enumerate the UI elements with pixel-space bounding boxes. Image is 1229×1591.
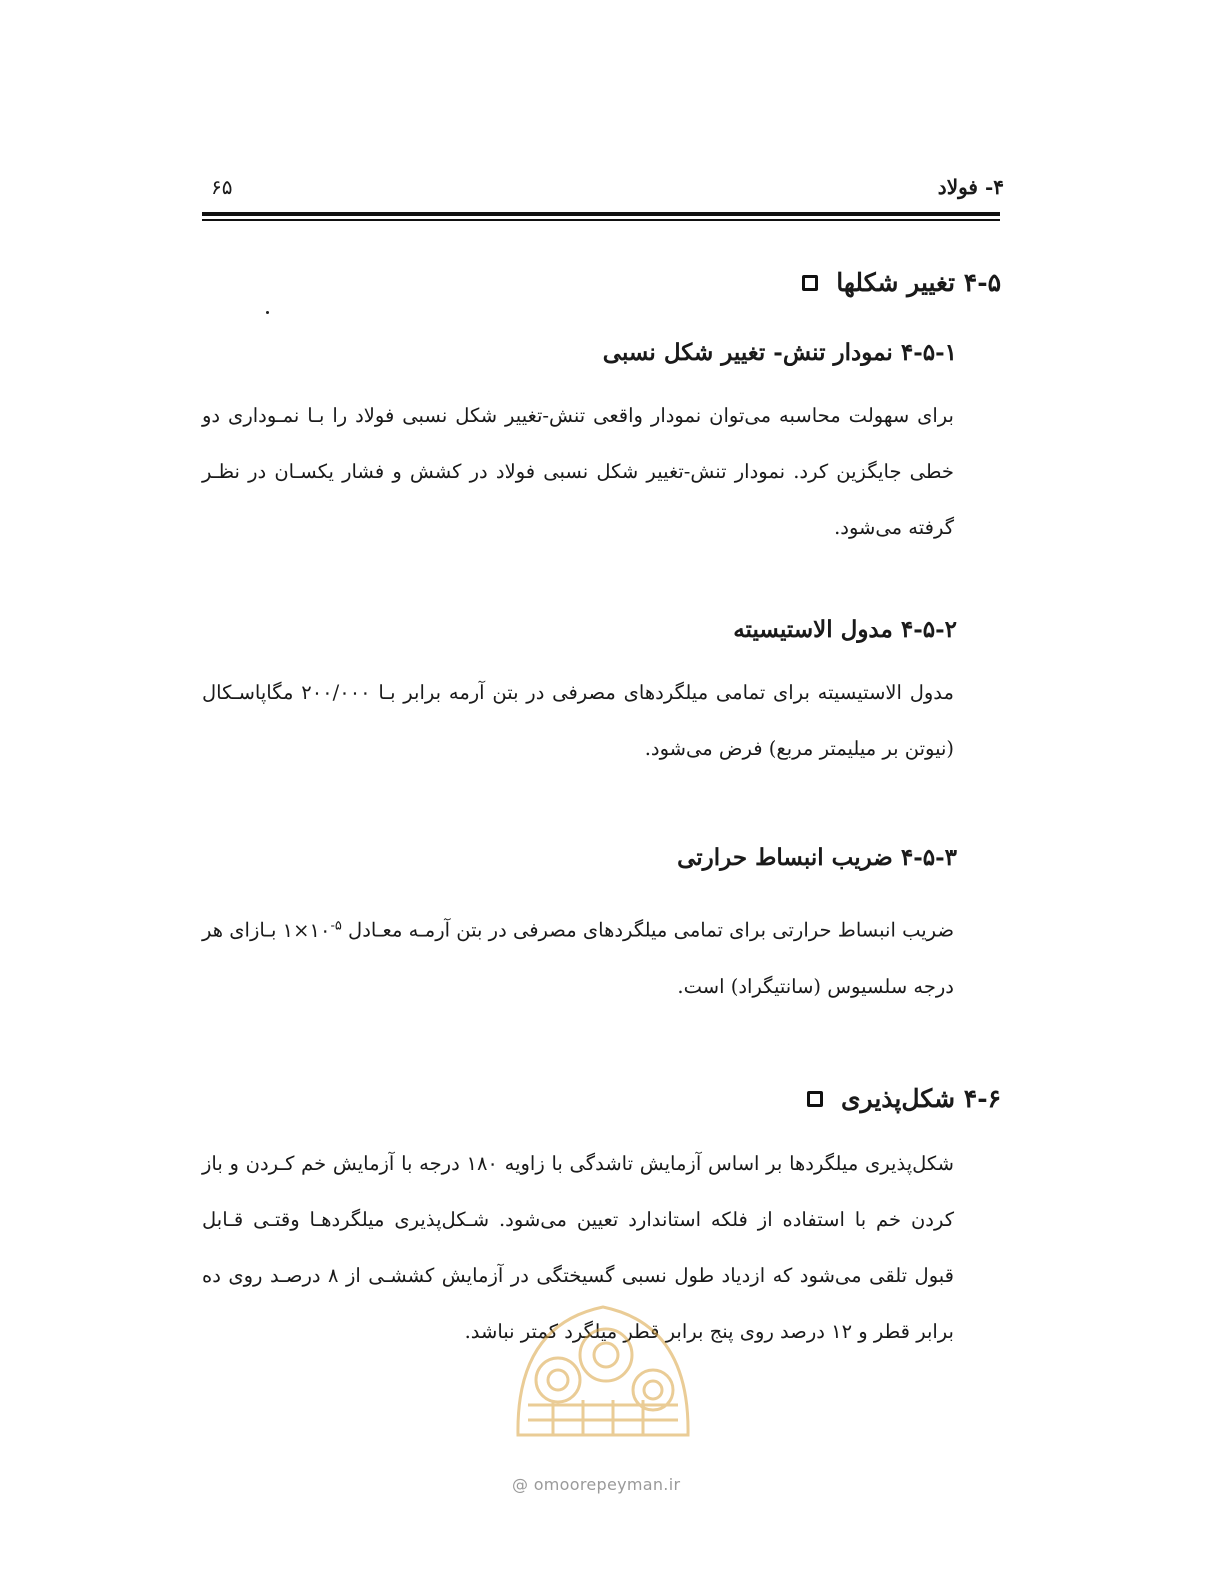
- header-rule-thick: [202, 212, 1000, 216]
- section-title: ۴-۵ تغییر شکلها: [836, 268, 1001, 297]
- subsection-heading-4-5-2: ۴-۵-۲ مدول الاستیسیته: [733, 616, 957, 643]
- watermark-logo-icon: [498, 1285, 708, 1455]
- running-header-chapter: ۴- فولاد: [937, 175, 1004, 199]
- page-number: ۶۵: [211, 175, 233, 199]
- paragraph-text: برای سهولت محاسبه می‌توان نمودار واقعی تنش-تغییر شکل نسبی فولاد را بـا نمـوداری دو خطی جایگزین کرد. نمودار تنش-تغییر شکل نسبی فولاد در کشش و فشار یکسـان در نظـر گرفته می‌شود.: [202, 404, 954, 539]
- text-before: ضریب انبساط حرارتی برای تمامی میلگردهای مصرفی در بتن آرمـه معـادل: [341, 918, 954, 942]
- section-heading-4-6: [807, 1084, 1001, 1113]
- coefficient-expression: [283, 919, 342, 942]
- section-title: ۴-۶ شکل‌پذیری: [840, 1084, 1001, 1113]
- paragraph-text: [202, 898, 954, 1015]
- checkbox-square-icon: [802, 275, 818, 291]
- paragraph-text: مدول الاستیسیته برای تمامی میلگردهای مصرفی در بتن آرمه برابر بـا ۲۰۰/۰۰۰ مگاپاسـکال (نیوتن بر میلیمتر مربع) فرض می‌شود.: [202, 681, 954, 760]
- paragraph-4-5-3: [202, 898, 954, 1015]
- text-after: بـازای هر درجه سلسیوس (سانتیگراد) است.: [202, 918, 954, 998]
- watermark-url: @ omoorepeyman.ir: [512, 1475, 681, 1494]
- subsection-heading-4-5-3: ۴-۵-۳ ضریب انبساط حرارتی: [677, 844, 957, 871]
- paragraph-4-5-2: [202, 665, 954, 777]
- section-heading-4-5: [802, 268, 1001, 297]
- paragraph-text: شکل‌پذیری میلگردها بر اساس آزمایش تاشدگی با زاویه ۱۸۰ درجه با آزمایش خم کـردن و باز کردن خم با استفاده از فلکه استاندارد تعیین می‌شود. شـکل‌پذیری میلگردهـا وقتـی قـابل قبول تلقی می‌شود که ازدیاد طول نسبی گسیختگی در آزمایش کششـی از ۸ درصـد روی ده برابر قطر و ۱۲ درصد روی پنج برابر قطر میلگرد کمتر نباشد.: [202, 1152, 954, 1343]
- checkbox-square-icon: [807, 1091, 823, 1107]
- header-rule-thin: [202, 219, 1000, 221]
- speck-mark: [266, 311, 269, 314]
- paragraph-4-5-1: [202, 388, 954, 556]
- coefficient: ۱×۱۰: [282, 918, 331, 942]
- exponent: -۵: [330, 918, 342, 933]
- subsection-heading-4-5-1: ۴-۵-۱ نمودار تنش- تغییر شکل نسبی: [602, 339, 957, 366]
